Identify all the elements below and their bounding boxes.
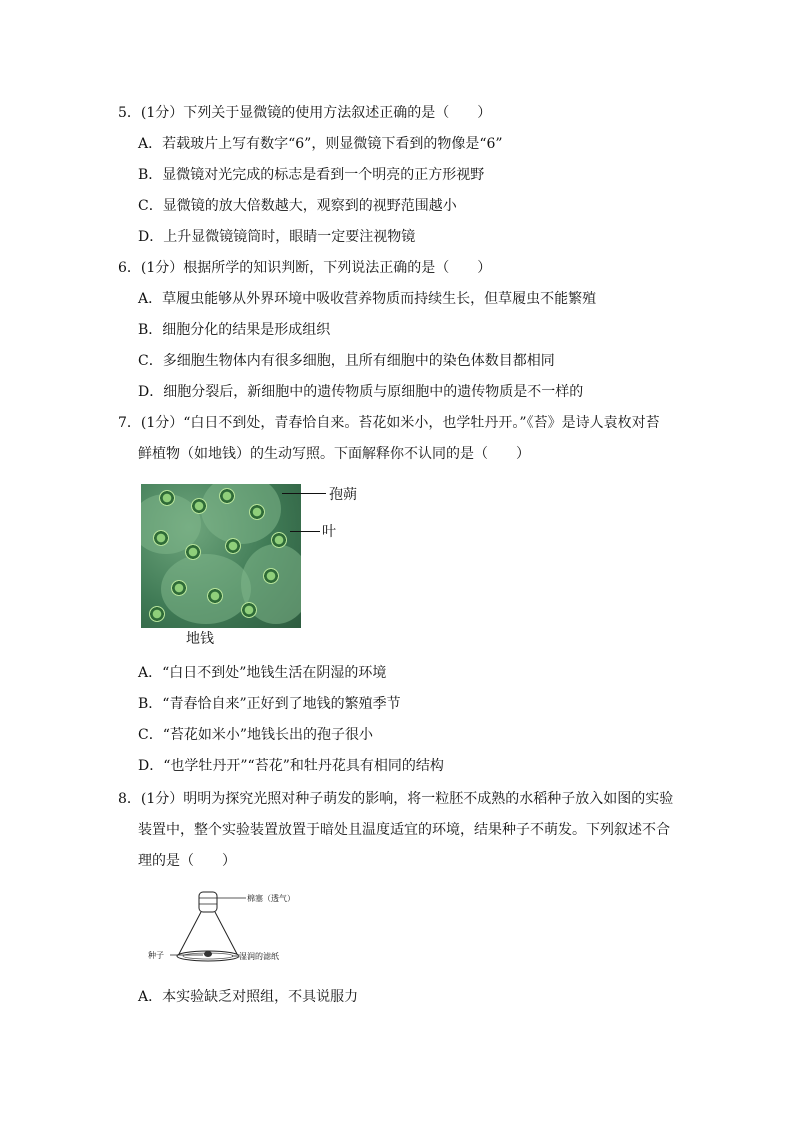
liverwort-photo <box>141 484 301 628</box>
question-stem-line-2: 装置中，整个实验装置放置于暗处且温度适宜的环境，结果种子不萌发。下列叙述不合 <box>138 822 670 838</box>
label-leaf: 叶 <box>322 524 336 540</box>
option-c: C．显微镜的放大倍数越大，观察到的视野范围越小 <box>138 198 457 214</box>
germination-apparatus-figure <box>148 888 308 968</box>
label-line-leaf <box>290 531 320 532</box>
question-stem-line-1: 8．(1分）明明为探究光照对种子萌发的影响，将一粒胚不成熟的水稻种子放入如图的实验 <box>118 791 674 807</box>
question-7-stem <box>118 412 678 465</box>
label-line-capsule <box>282 493 326 494</box>
option-a: A．本实验缺乏对照组，不具说服力 <box>138 989 359 1005</box>
figure-caption: 地钱 <box>186 631 214 647</box>
option-d: D．上升显微镜镜筒时，眼睛一定要注视物镜 <box>138 229 416 245</box>
cotton-plug <box>199 892 217 912</box>
question-stem-line-2: 鲜植物（如地钱）的生动写照。下面解释你不认同的是（ ） <box>138 446 530 462</box>
bell-jar-left <box>179 912 201 954</box>
option-b: B．“青春恰自来”正好到了地钱的繁殖季节 <box>138 696 401 712</box>
label-capsule: 孢蒴 <box>329 487 357 503</box>
question-7-options <box>118 662 678 777</box>
option-b: B．细胞分化的结果是形成组织 <box>138 322 331 338</box>
label-filter-paper: 湿润的滤纸 <box>239 952 279 961</box>
option-d: D．“也学牡丹开”“苔花”和牡丹花具有相同的结构 <box>138 758 444 774</box>
bell-jar-right <box>215 912 237 954</box>
question-5 <box>118 102 678 248</box>
option-a: A．“白日不到处”地钱生活在阴湿的环境 <box>138 665 387 681</box>
option-b: B．显微镜对光完成的标志是看到一个明亮的正方形视野 <box>138 167 485 183</box>
option-c: C．多细胞生物体内有很多细胞，且所有细胞中的染色体数目都相同 <box>138 353 555 369</box>
question-stem: 6．(1分）根据所学的知识判断，下列说法正确的是（ ） <box>118 260 492 276</box>
label-cotton-plug: 棉塞（透气） <box>247 894 295 903</box>
option-d: D．细胞分裂后，新细胞中的遗传物质与原细胞中的遗传物质是不一样的 <box>138 384 584 400</box>
question-stem: 5．(1分）下列关于显微镜的使用方法叙述正确的是（ ） <box>118 105 492 121</box>
option-a: A．草履虫能够从外界环境中吸收营养物质而持续生长，但草履虫不能繁殖 <box>138 291 597 307</box>
question-6 <box>118 257 678 403</box>
option-c: C．“苔花如米小”地钱长出的孢子很小 <box>138 727 374 743</box>
question-8-options <box>118 986 678 1008</box>
seed <box>204 951 212 957</box>
label-seed: 种子 <box>148 951 164 960</box>
liverwort-figure <box>141 484 301 628</box>
question-stem-line-1: 7．(1分）“白日不到处，青春恰自来。苔花如米小，也学牡丹开。”《苔》是诗人袁枚对苔 <box>118 415 660 431</box>
option-a: A．若载玻片上写有数字“6”，则显微镜下看到的物像是“6” <box>138 136 503 152</box>
question-8-stem <box>118 788 678 872</box>
question-stem-line-3: 理的是（ ） <box>138 853 236 869</box>
